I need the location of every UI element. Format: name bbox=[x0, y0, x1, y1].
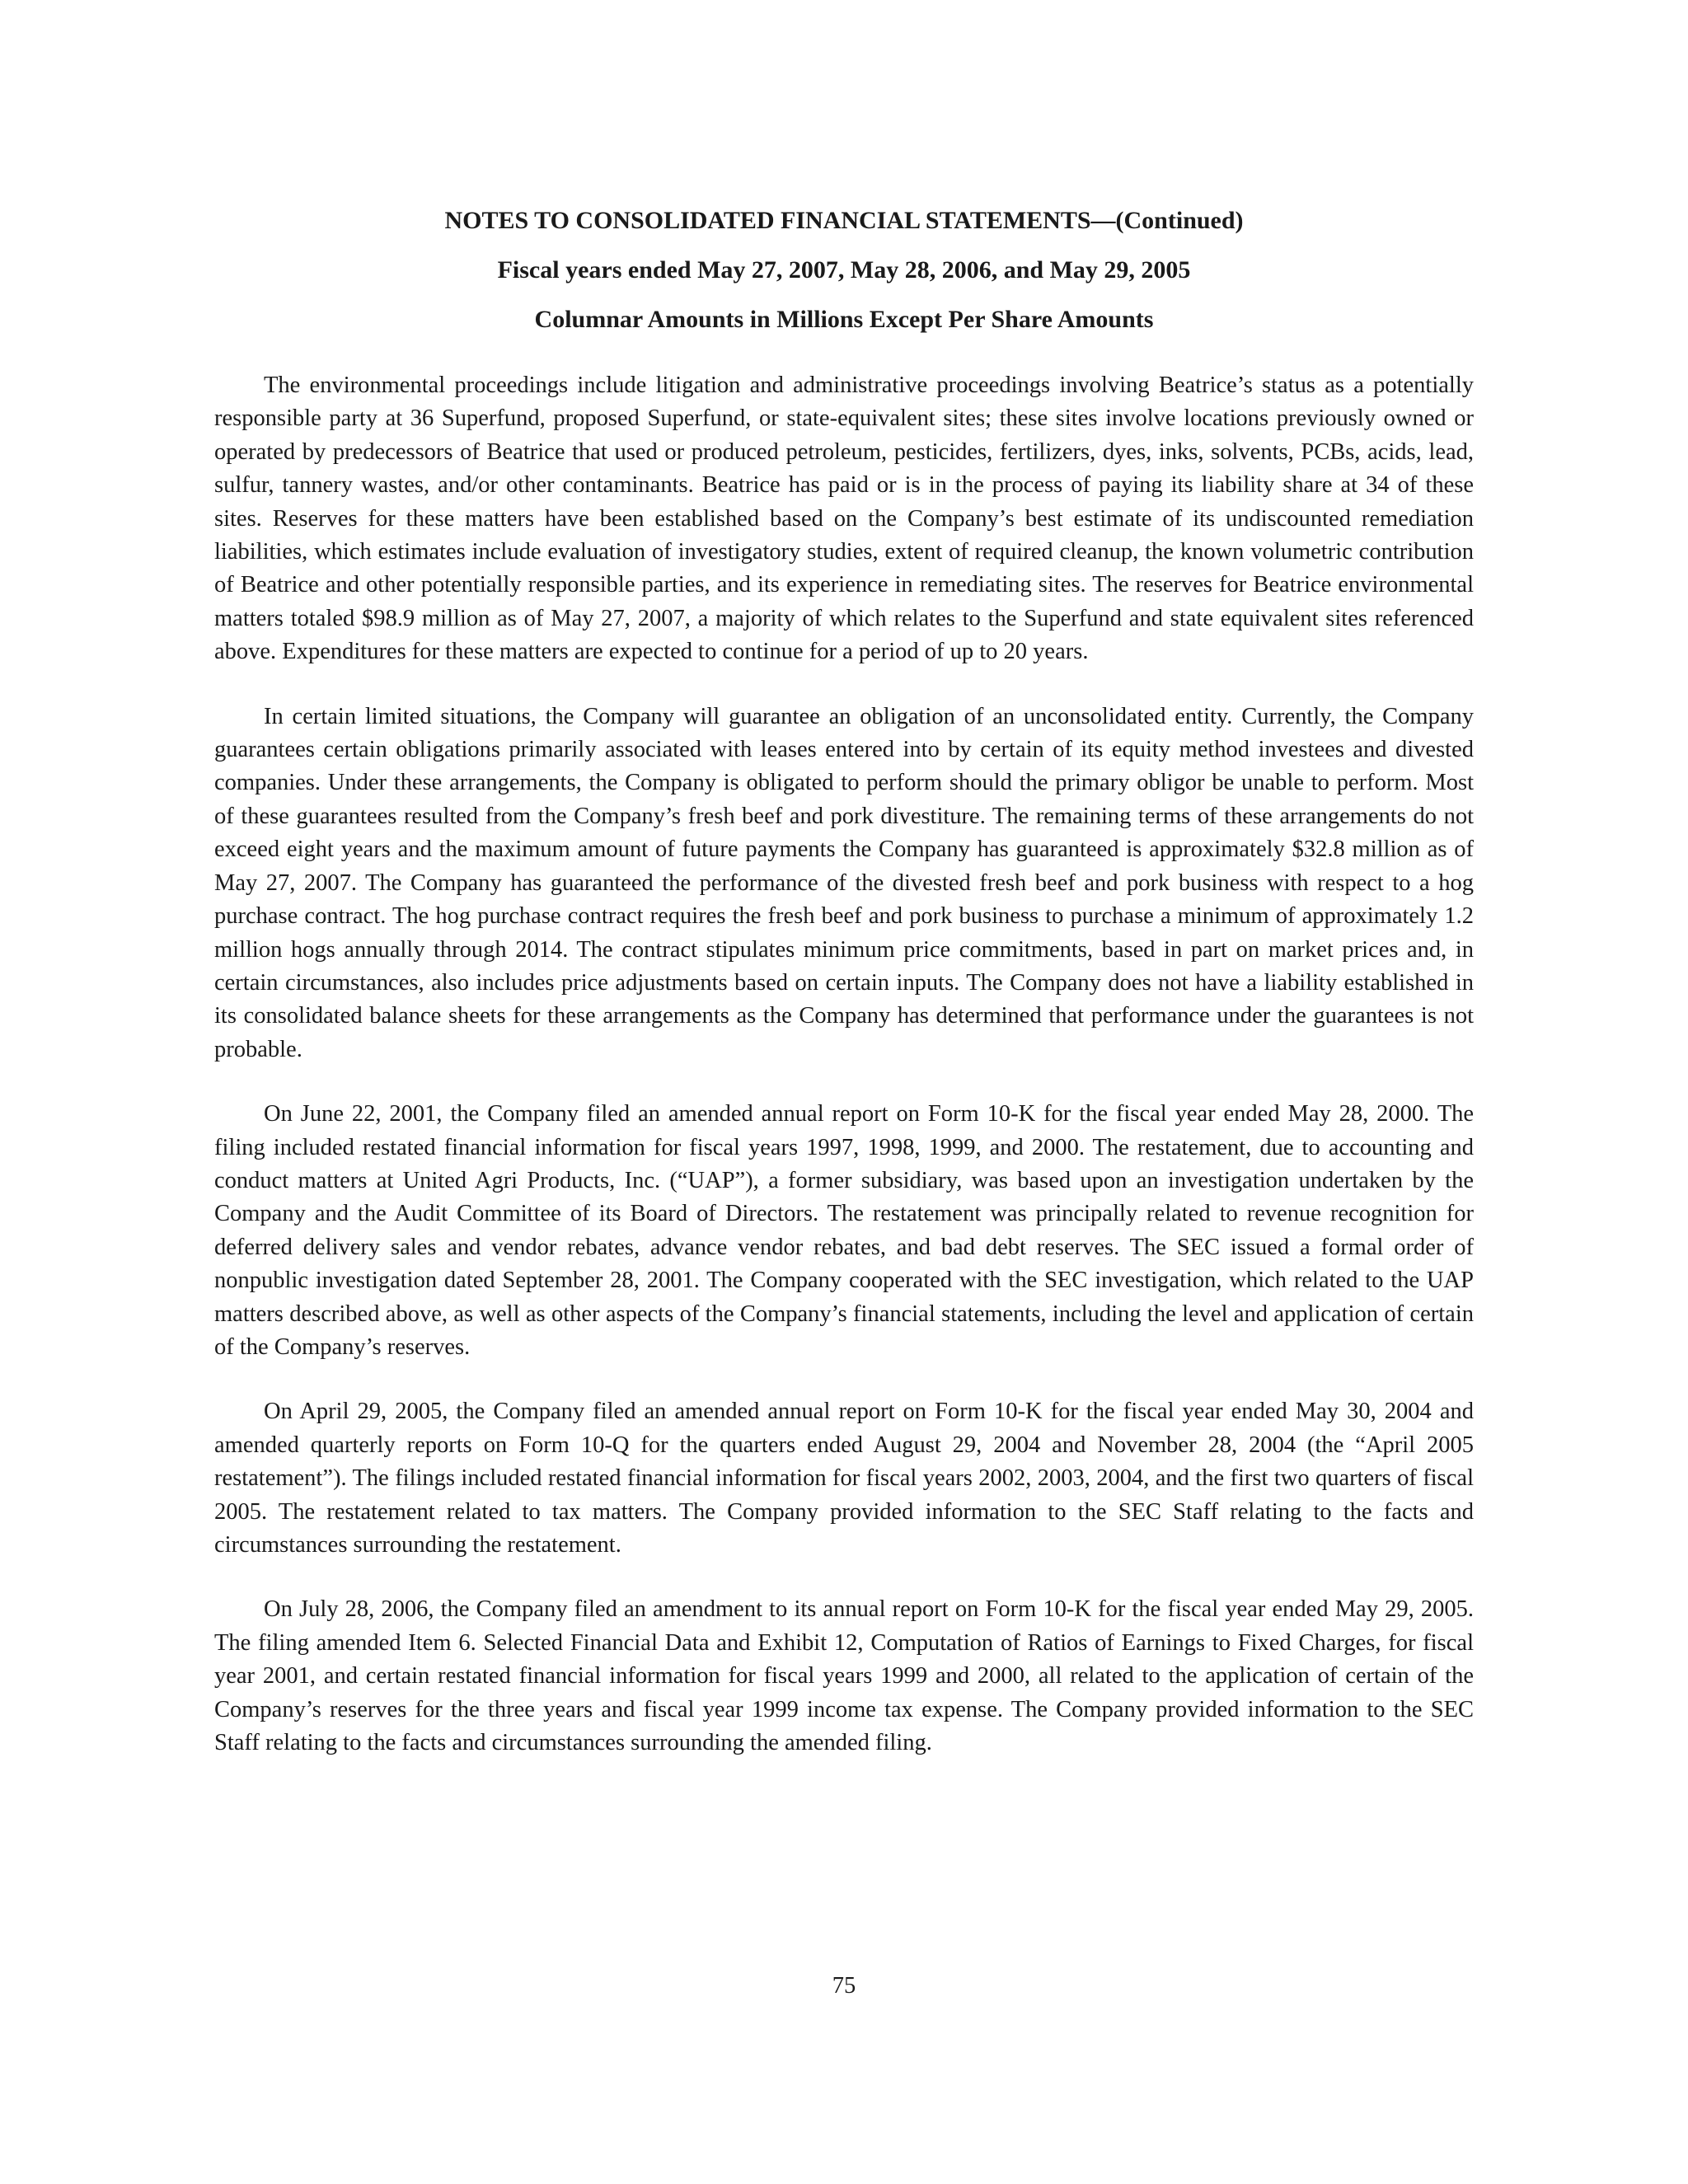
section-title: NOTES TO CONSOLIDATED FINANCIAL STATEMENTS—(Continued) bbox=[444, 207, 1244, 234]
fiscal-years-subtitle: Fiscal years ended May 27, 2007, May 28, 2006, and May 29, 2005 bbox=[497, 256, 1191, 284]
page-number: 75 bbox=[832, 1973, 856, 1999]
paragraph-2001-restatement: On June 22, 2001, the Company filed an amended annual report on Form 10-K for the fiscal year ended May 28, 2000. The filing included restated financial information for fiscal years 1997, 1998, 1999, and 2000. The restatement, due to accounting and conduct matters at United Agri Products, Inc. (“UAP”), a former subsidiary, was based upon an investigation undertaken by the Company and the Audit Committee of its Board of Directors. The restatement was principally related to revenue recognition for deferred delivery sales and vendor rebates, advance vendor rebates, and bad debt reserves. The SEC issued a formal order of nonpublic investigation dated September 28, 2001. The Company cooperated with the SEC investigation, which related to the UAP matters described above, as well as other aspects of the Company’s financial statements, including the level and application of certain of the Company’s reserves. bbox=[214, 1101, 1474, 1360]
paragraph-2006-amendment: On July 28, 2006, the Company filed an amendment to its annual report on Form 10-K for the fiscal year ended May 29, 2005. The filing amended Item 6. Selected Financial Data and Exhibit 12, Computation of Ratios of Earnings to Fixed Charges, for fiscal year 2001, and certain restated financial information for fiscal years 1999 and 2000, all related to the application of certain of the Company’s reserves for the three years and fiscal year 1999 income tax expense. The Company provided information to the SEC Staff relating to the facts and circumstances surrounding the amended filing. bbox=[214, 1596, 1474, 1756]
paragraph-environmental-proceedings: The environmental proceedings include litigation and administrative proceedings involving Beatrice’s status as a potentially responsible party at 36 Superfund, proposed Superfund, or state-equivalent sites; these sites involve locations previously owned or operated by predecessors of Beatrice that used or produced petroleum, pesticides, fertilizers, dyes, inks, solvents, PCBs, acids, lead, sulfur, tannery wastes, and/or other contaminants. Beatrice has paid or is in the process of paying its liability share at 34 of these sites. Reserves for these matters have been established based on the Company’s best estimate of its undiscounted remediation liabilities, which estimates include evaluation of investigatory studies, extent of required cleanup, the known volumetric contribution of Beatrice and other potentially responsible parties, and its experience in remediating sites. The reserves for Beatrice environmental matters totaled $98.9 million as of May 27, 2007, a majority of which relates to the Superfund and state equivalent sites referenced above. Expenditures for these matters are expected to continue for a period of up to 20 years. bbox=[214, 373, 1474, 665]
columnar-amounts-note: Columnar Amounts in Millions Except Per Share Amounts bbox=[534, 306, 1154, 333]
body-text bbox=[214, 369, 1474, 1791]
paragraph-guarantees: In certain limited situations, the Company will guarantee an obligation of an unconsolidated entity. Currently, the Company guarantees certain obligations primarily associated with leases entered into by certain of its equity method investees and divested companies. Under these arrangements, the Company is obligated to perform should the primary obligor be unable to perform. Most of these guarantees resulted from the Company’s fresh beef and pork divestiture. The remaining terms of these arrangements do not exceed eight years and the maximum amount of future payments the Company has guaranteed is approximately $32.8 million as of May 27, 2007. The Company has guaranteed the performance of the divested fresh beef and pork business with respect to a hog purchase contract. The hog purchase contract requires the fresh beef and pork business to purchase a minimum of approximately 1.2 million hogs annually through 2014. The contract stipulates minimum price commitments, based in part on market prices and, in certain circumstances, also includes price adjustments based on certain inputs. The Company does not have a liability established in its consolidated balance sheets for these arrangements as the Company has determined that performance under the guarantees is not probable. bbox=[214, 703, 1474, 1062]
document-page bbox=[214, 0, 1474, 2184]
paragraph-april-2005-restatement: On April 29, 2005, the Company filed an amended annual report on Form 10-K for the fiscal year ended May 30, 2004 and amended quarterly reports on Form 10-Q for the quarters ended August 29, 2004 and November 28, 2004 (the “April 2005 restatement”). The filings included restated financial information for fiscal years 2002, 2003, 2004, and the first two quarters of fiscal 2005. The restatement related to tax matters. The Company provided information to the SEC Staff relating to the facts and circumstances surrounding the restatement. bbox=[214, 1399, 1474, 1558]
